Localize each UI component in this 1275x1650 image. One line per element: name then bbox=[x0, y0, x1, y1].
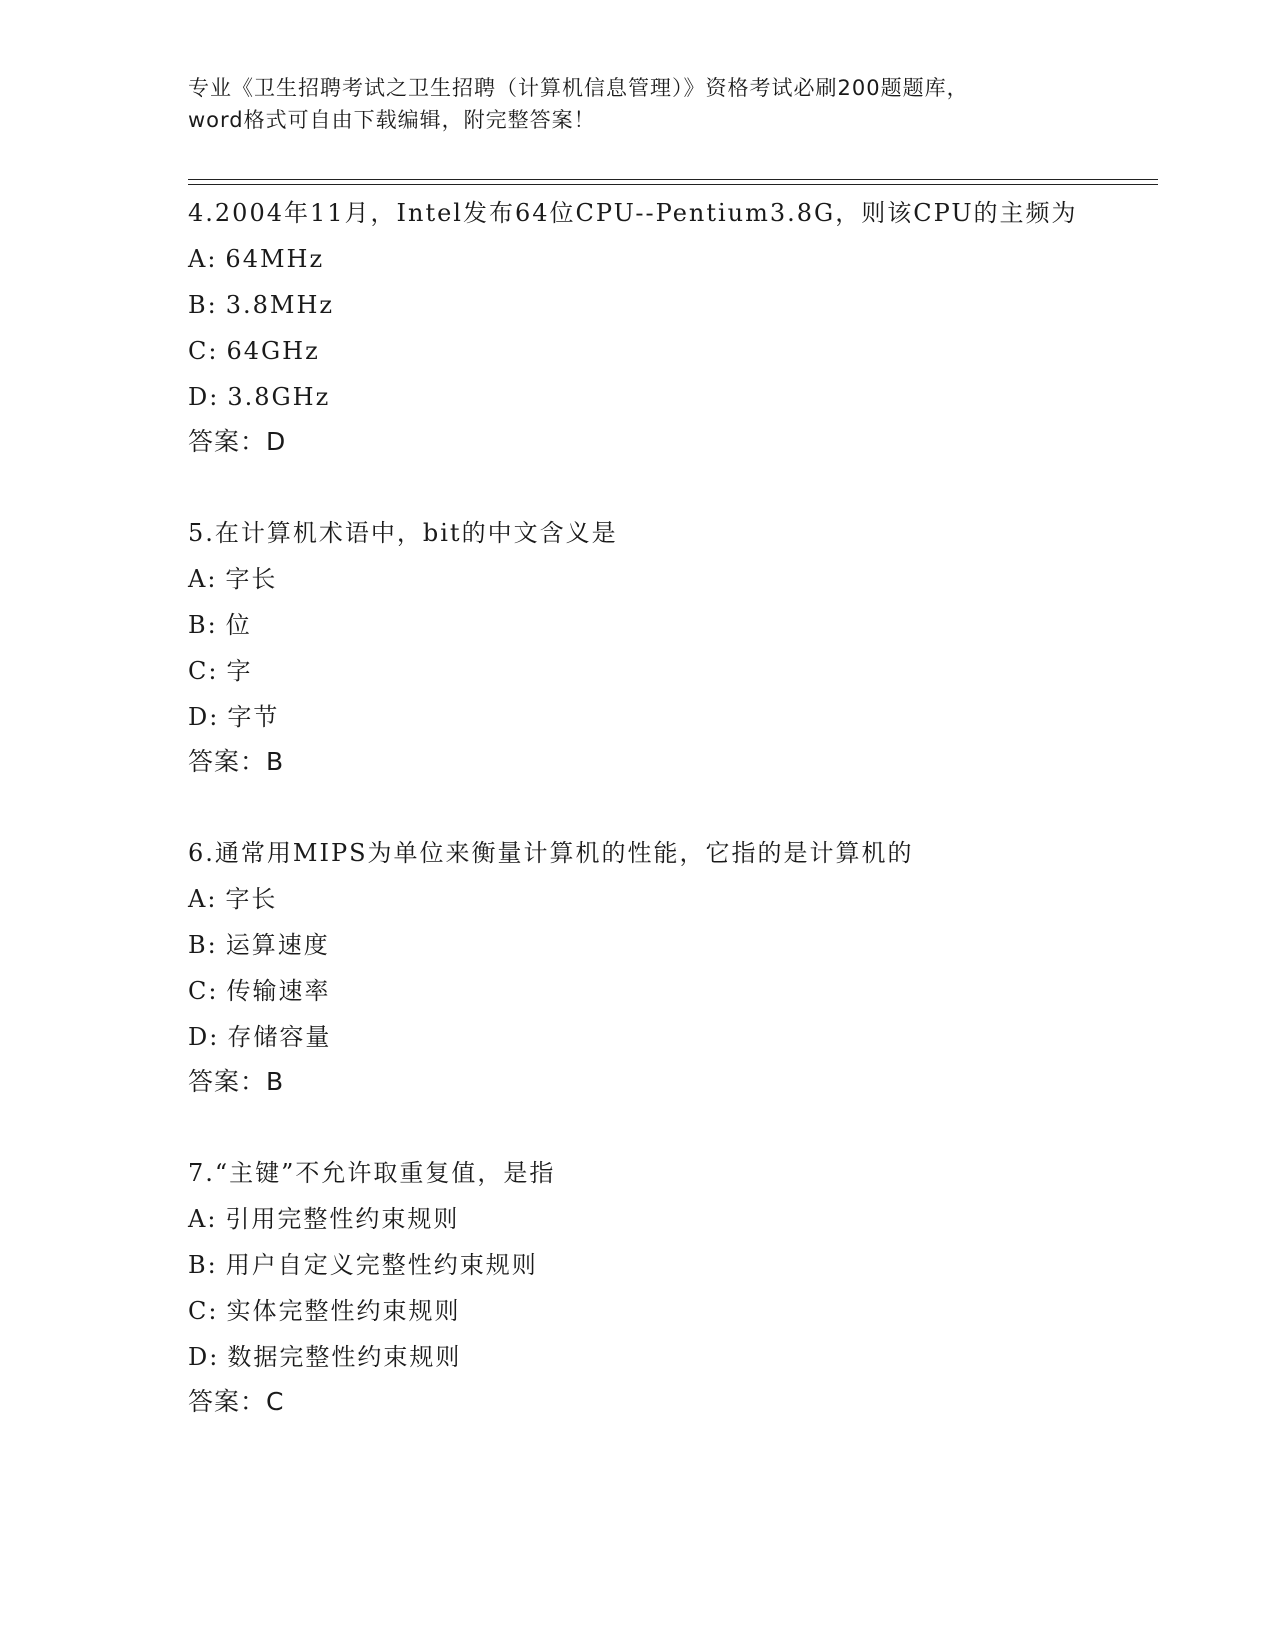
option-key: B: bbox=[188, 291, 218, 319]
option-text: 数据完整性约束规则 bbox=[227, 1343, 462, 1371]
option-key: D: bbox=[188, 703, 220, 731]
option-c bbox=[188, 1288, 1088, 1334]
option-text: 字 bbox=[226, 657, 253, 685]
question-stem: 5.在计算机术语中，bit的中文含义是 bbox=[188, 519, 618, 547]
header-line-1: 专业《卫生招聘考试之卫生招聘（计算机信息管理）》资格考试必刷200题题库， bbox=[188, 76, 969, 100]
answer-line: 答案：C bbox=[188, 1387, 285, 1416]
option-text: 64GHz bbox=[226, 337, 320, 365]
option-key: C: bbox=[188, 337, 219, 365]
option-d bbox=[188, 374, 1088, 420]
option-a bbox=[188, 236, 1088, 282]
option-b bbox=[188, 602, 1088, 648]
option-text: 位 bbox=[225, 611, 252, 639]
question-5 bbox=[188, 510, 1088, 784]
header-divider-bottom bbox=[188, 184, 1158, 185]
option-key: B: bbox=[188, 611, 218, 639]
option-text: 用户自定义完整性约束规则 bbox=[225, 1251, 538, 1279]
option-text: 运算速度 bbox=[225, 931, 330, 959]
question-list bbox=[188, 190, 1088, 1470]
option-text: 实体完整性约束规则 bbox=[226, 1297, 461, 1325]
option-text: 64MHz bbox=[225, 245, 325, 273]
option-key: C: bbox=[188, 657, 219, 685]
option-c bbox=[188, 328, 1088, 374]
option-key: B: bbox=[188, 931, 218, 959]
question-stem: 7.“主键”不允许取重复值，是指 bbox=[188, 1159, 556, 1187]
option-d bbox=[188, 1014, 1088, 1060]
document-header bbox=[188, 72, 1088, 136]
option-key: C: bbox=[188, 977, 219, 1005]
question-stem: 4.2004年11月，Intel发布64位CPU--Pentium3.8G，则该CPU的主频为 bbox=[188, 199, 1078, 227]
question-stem: 6.通常用MIPS为单位来衡量计算机的性能，它指的是计算机的 bbox=[188, 839, 914, 867]
option-key: A: bbox=[188, 245, 218, 273]
option-key: A: bbox=[188, 565, 218, 593]
option-a bbox=[188, 876, 1088, 922]
option-text: 引用完整性约束规则 bbox=[225, 1205, 460, 1233]
option-c bbox=[188, 968, 1088, 1014]
option-c bbox=[188, 648, 1088, 694]
header-line-2: word格式可自由下载编辑，附完整答案！ bbox=[188, 108, 596, 132]
option-a bbox=[188, 556, 1088, 602]
option-text: 存储容量 bbox=[227, 1023, 332, 1051]
option-key: A: bbox=[188, 885, 218, 913]
option-d bbox=[188, 1334, 1088, 1380]
option-key: D: bbox=[188, 1023, 220, 1051]
option-key: C: bbox=[188, 1297, 219, 1325]
question-6 bbox=[188, 830, 1088, 1104]
answer-line: 答案：B bbox=[188, 747, 285, 776]
option-text: 3.8MHz bbox=[225, 291, 335, 319]
option-b bbox=[188, 922, 1088, 968]
option-key: A: bbox=[188, 1205, 218, 1233]
option-b bbox=[188, 1242, 1088, 1288]
answer-line: 答案：D bbox=[188, 427, 287, 456]
option-a bbox=[188, 1196, 1088, 1242]
option-d bbox=[188, 694, 1088, 740]
answer-line: 答案：B bbox=[188, 1067, 285, 1096]
option-text: 传输速率 bbox=[226, 977, 331, 1005]
option-text: 字长 bbox=[225, 565, 278, 593]
question-4 bbox=[188, 190, 1088, 464]
option-key: D: bbox=[188, 383, 220, 411]
option-key: B: bbox=[188, 1251, 218, 1279]
option-text: 字节 bbox=[227, 703, 280, 731]
option-text: 3.8GHz bbox=[227, 383, 331, 411]
header-divider-top bbox=[188, 179, 1158, 180]
option-text: 字长 bbox=[225, 885, 278, 913]
option-key: D: bbox=[188, 1343, 220, 1371]
option-b bbox=[188, 282, 1088, 328]
question-7 bbox=[188, 1150, 1088, 1424]
